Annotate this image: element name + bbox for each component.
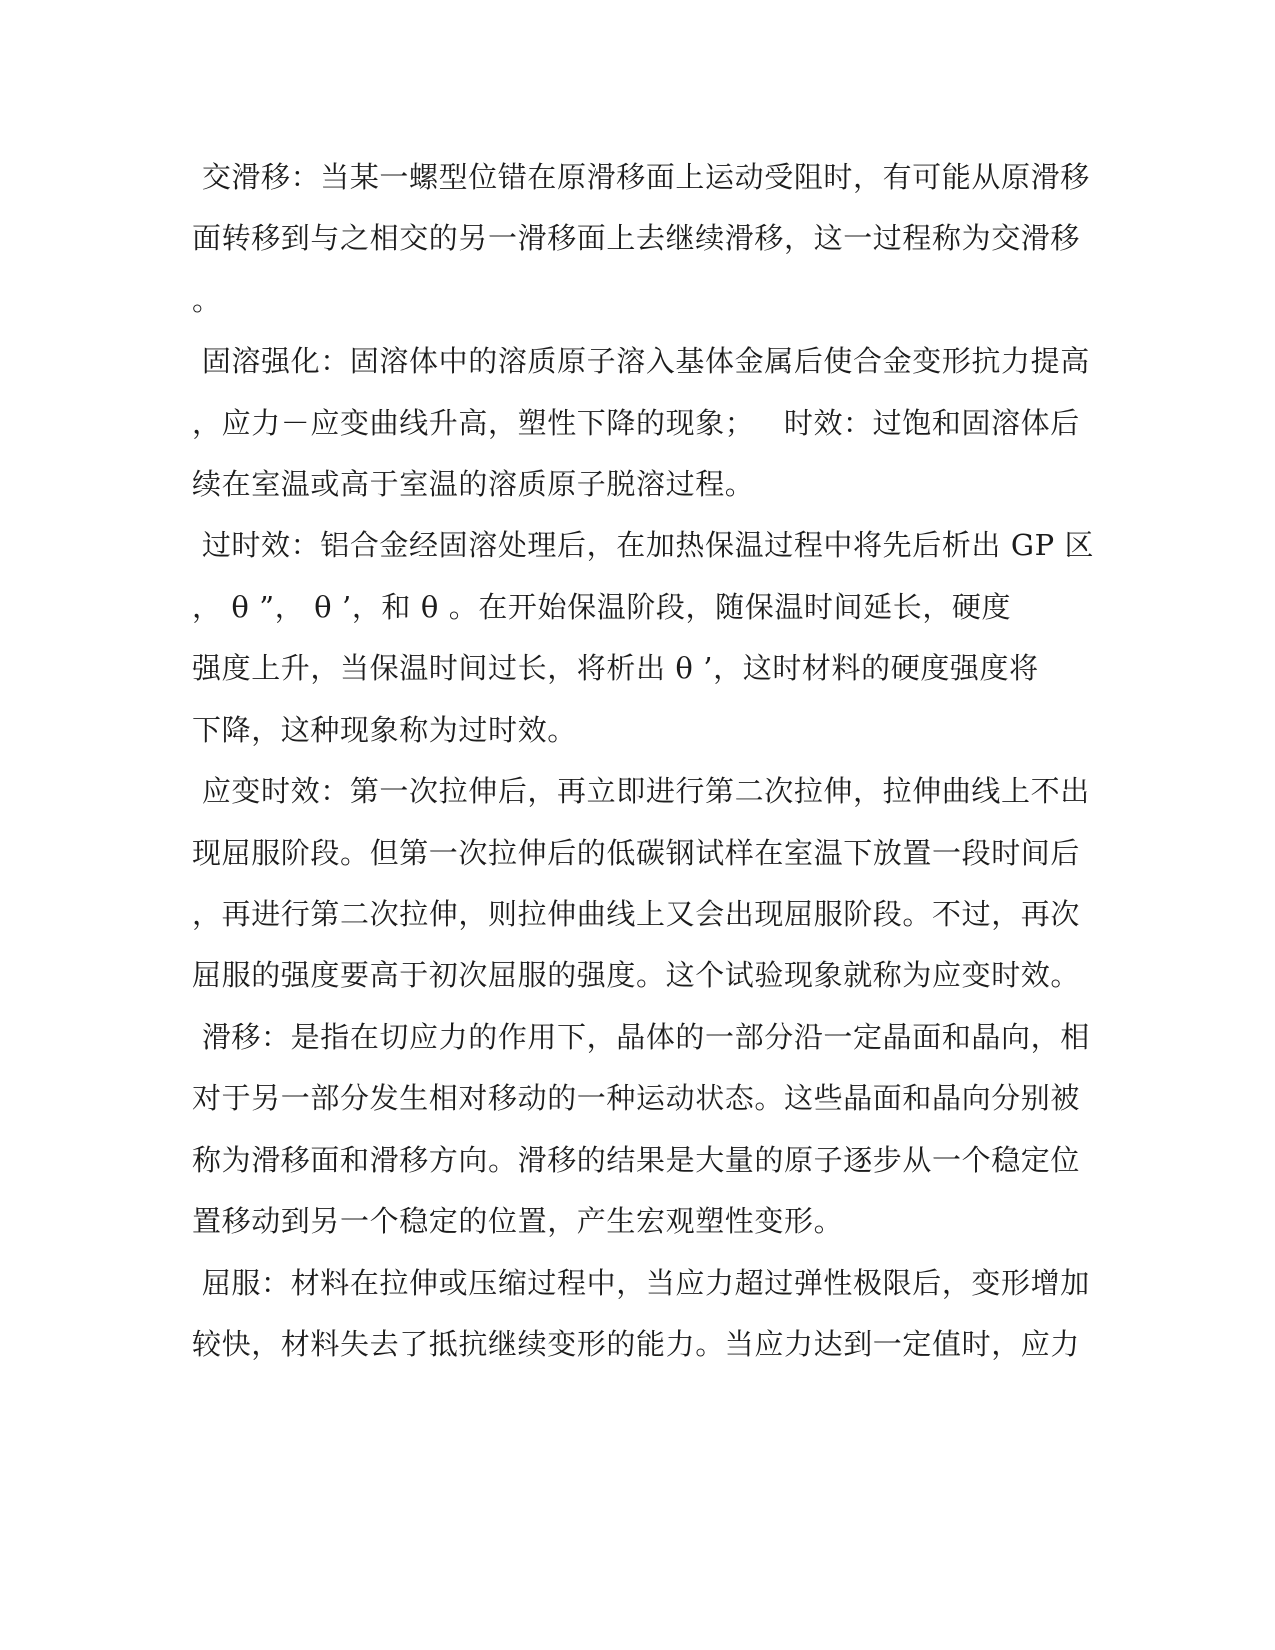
text-line: 应变时效：第一次拉伸后，再立即进行第二次拉伸，拉伸曲线上不出 [192, 774, 1090, 808]
text-line: 对于另一部分发生相对移动的一种运动状态。这些晶面和晶向分别被 [192, 1081, 1081, 1115]
text-line: 现屈服阶段。但第一次拉伸后的低碳钢试样在室温下放置一段时间后 [192, 836, 1081, 870]
text-line: 续在室温或高于室温的溶质原子脱溶过程。 [192, 467, 755, 501]
text-line: 固溶强化：固溶体中的溶质原子溶入基体金属后使合金变形抗力提高 [192, 344, 1090, 378]
text-line: 强度上升，当保温时间过长，将析出 θ ’，这时材料的硬度强度将 [192, 651, 1039, 685]
text-line: 过时效：铝合金经固溶处理后，在加热保温过程中将先后析出 GP 区 [192, 528, 1095, 562]
text-line: 。 [192, 283, 222, 317]
text-line: 滑移：是指在切应力的作用下，晶体的一部分沿一定晶面和晶向，相 [192, 1020, 1090, 1054]
text-line: ，应力－应变曲线升高，塑性下降的现象； 时效：过饱和固溶体后 [192, 406, 1080, 440]
text-line: 称为滑移面和滑移方向。滑移的结果是大量的原子逐步从一个稳定位 [192, 1143, 1081, 1177]
text-line: 较快，材料失去了抵抗继续变形的能力。当应力达到一定值时，应力 [192, 1327, 1081, 1361]
text-line: 置移动到另一个稳定的位置，产生宏观塑性变形。 [192, 1204, 844, 1238]
text-line: 下降，这种现象称为过时效。 [192, 713, 577, 747]
text-line: 屈服：材料在拉伸或压缩过程中，当应力超过弹性极限后，变形增加 [192, 1266, 1090, 1300]
text-line: ，再进行第二次拉伸，则拉伸曲线上又会出现屈服阶段。不过，再次 [192, 897, 1081, 931]
text-line: 面转移到与之相交的另一滑移面上去继续滑移，这一过程称为交滑移 [192, 221, 1081, 255]
text-line: 交滑移：当某一螺型位错在原滑移面上运动受阻时，有可能从原滑移 [192, 160, 1090, 194]
text-line: 屈服的强度要高于初次屈服的强度。这个试验现象就称为应变时效。 [192, 958, 1081, 992]
text-line: ， θ ”， θ ’，和 θ 。在开始保温阶段，随保温时间延长，硬度 [192, 590, 1012, 624]
